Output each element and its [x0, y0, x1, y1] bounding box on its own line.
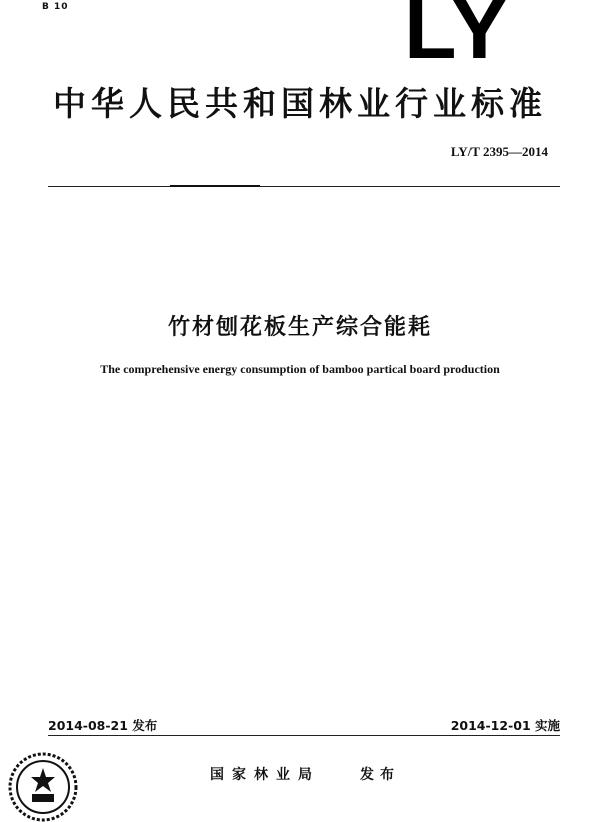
classification-code: B 10 — [42, 2, 69, 12]
document-title-en: The comprehensive energy consumption of bamboo partical board production — [100, 362, 500, 376]
top-divider-accent — [170, 185, 260, 187]
national-emblem-icon — [8, 752, 78, 822]
implementation-date: 2014-12-01 实施 — [450, 718, 560, 733]
bottom-divider — [48, 735, 560, 736]
issue-date: 2014-08-21 发布 — [48, 718, 158, 733]
top-divider — [48, 186, 560, 187]
publisher-name: 国家林业局 — [210, 767, 320, 783]
release-label: 发布 — [360, 767, 400, 783]
document-title-cn: 竹材刨花板生产综合能耗 — [167, 315, 432, 340]
standard-number: LY/T 2395—2014 — [450, 144, 548, 159]
standard-logo: LY — [404, 0, 510, 77]
standard-title: 中华人民共和国林业行业标准 — [53, 84, 547, 123]
